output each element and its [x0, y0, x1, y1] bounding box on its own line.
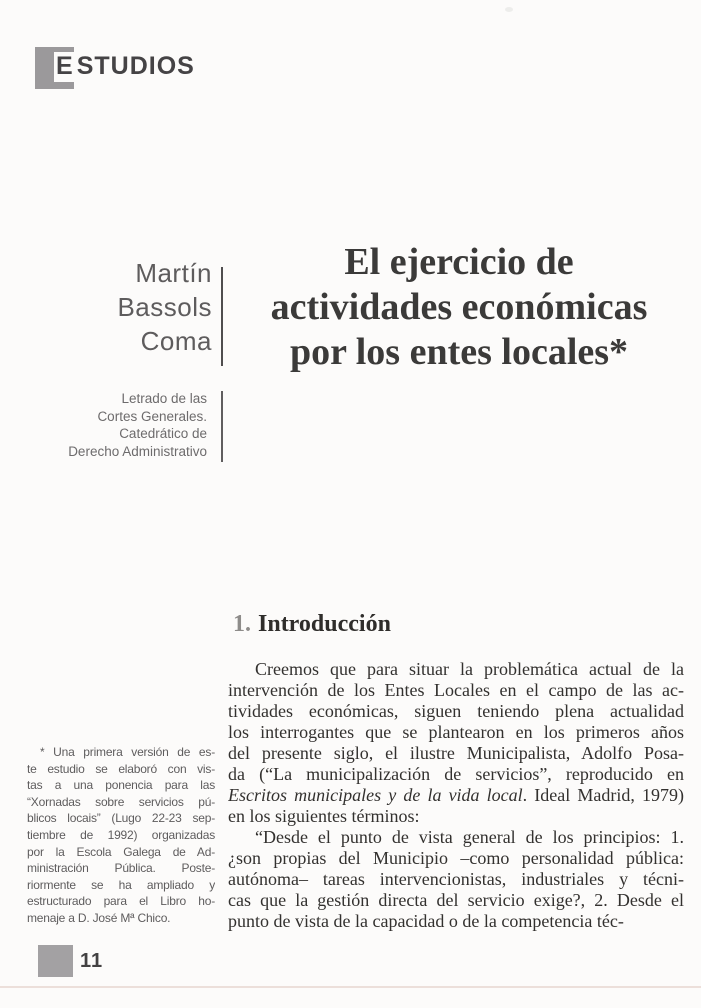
body-text-line [228, 827, 684, 848]
section-heading-number: 1. [233, 611, 251, 637]
text-segment: Creemos que para situar la problemática actual de la [255, 659, 684, 679]
body-text-line [228, 659, 684, 680]
footnote-line [27, 777, 215, 794]
author-name-line: Bassols [117, 292, 212, 322]
body-text-line [228, 890, 684, 911]
body-text-line [228, 848, 684, 869]
page-number: 11 [80, 950, 104, 972]
footnote-line [27, 794, 215, 811]
text-segment: cas que la gestión directa del servicio exige?, 2. Desde el [228, 890, 684, 910]
article-body [228, 659, 684, 932]
scan-artifact [505, 7, 513, 12]
text-segment: * Una primera versión de es- [40, 745, 215, 759]
text-segment: autónoma– tareas intervencionistas, industriales y técni- [228, 869, 684, 889]
credentials-line: Derecho Administrativo [68, 443, 207, 459]
text-segment: del presente siglo, el ilustre Municipalista, Adolfo Posa- [228, 743, 684, 763]
text-segment: tas a una ponencia para las [27, 778, 215, 793]
text-segment: “Xornadas sobre servicios pú- [27, 794, 215, 809]
author-credentials [0, 390, 207, 460]
text-segment: menaje a D. José Mª Chico. [27, 910, 171, 925]
section-label-initial: E [54, 52, 77, 82]
body-text-line [228, 911, 684, 932]
section-heading [233, 611, 391, 638]
article-title-line: por los entes locales* [289, 331, 629, 373]
text-segment: te estudio se elaboró con vis- [27, 761, 215, 776]
text-segment: da (“La municipalización de servicios”, reproducido en [228, 764, 684, 784]
text-segment: tividades económicas, siguen teniendo plena actualidad [228, 701, 684, 721]
section-heading-title: Introducción [258, 611, 391, 637]
footnote-line [27, 877, 215, 894]
text-segment: ¿son propias del Municipio –como personalidad pública: [228, 848, 684, 868]
footnote-line [27, 860, 215, 877]
footnote-line [27, 761, 215, 778]
article-title [236, 240, 682, 375]
text-segment: “Desde el punto de vista general de los principios: 1. [255, 827, 684, 847]
text-segment: por la Escola Galega de Ad- [27, 844, 215, 859]
credentials-divider [221, 391, 223, 462]
footnote-line [27, 827, 215, 844]
credentials-line: Letrado de las [121, 391, 207, 406]
body-text-line [228, 701, 684, 722]
credentials-line: Cortes Generales. [97, 408, 207, 424]
text-segment: ministración Pública. Poste- [27, 861, 215, 876]
text-segment: los interrogantes que se plantearon en los primeros años [228, 722, 684, 742]
footnote-line [27, 810, 215, 827]
footnote-line [27, 844, 215, 861]
author-name [0, 256, 212, 358]
text-segment: en los siguientes términos: [228, 806, 420, 826]
body-text-line [228, 722, 684, 743]
text-segment: blicos locais” (Lugo 22-23 sep- [27, 811, 215, 826]
credentials-line: Catedrático de [119, 426, 207, 441]
body-text-line [228, 743, 684, 764]
journal-section-label [54, 52, 195, 81]
footnote-line [27, 893, 215, 910]
section-label-rest: STUDIOS [76, 52, 195, 80]
article-title-line: actividades económicas [270, 286, 648, 328]
footnote-line [27, 910, 215, 927]
footnote-line [27, 744, 215, 761]
text-segment: tiembre de 1992) organizadas [27, 827, 215, 842]
author-title-divider [221, 267, 223, 366]
body-text-line [228, 869, 684, 890]
body-text-line [228, 806, 684, 827]
body-text-line [228, 680, 684, 701]
author-name-line: Coma [140, 326, 212, 356]
text-segment: . Ideal Madrid, 1979) [522, 785, 684, 805]
page-number-square [38, 945, 73, 977]
text-segment: Escritos municipales y de la vida local [228, 785, 523, 805]
text-segment: intervención de los Entes Locales en el campo de las ac- [228, 680, 684, 700]
author-name-line: Martín [135, 258, 212, 288]
text-segment: riormente se ha ampliado y [27, 877, 215, 892]
text-segment: punto de vista de la capacidad o de la competencia téc- [228, 911, 624, 931]
body-text-line [228, 764, 684, 785]
body-text-line [228, 785, 684, 806]
page-bottom-edge [0, 986, 701, 988]
article-title-line: El ejercicio de [344, 241, 574, 283]
margin-footnote [27, 744, 215, 927]
text-segment: estructurado para el Libro ho- [27, 894, 215, 909]
